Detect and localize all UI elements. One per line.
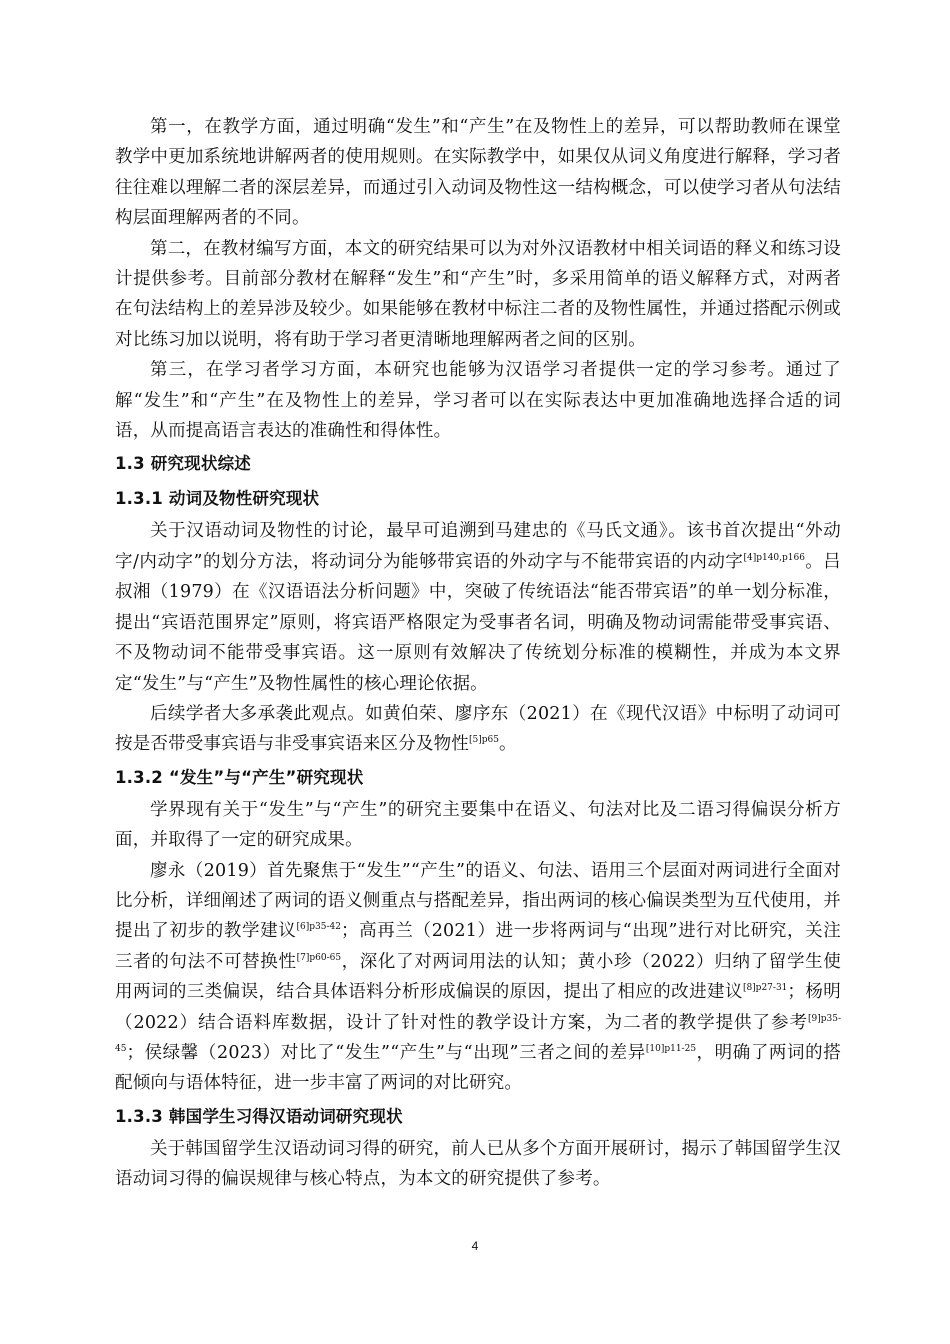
citation-ref: [7]p60-65: [296, 952, 342, 963]
citation-ref: [10]p11-25: [645, 1043, 697, 1054]
text-run: ，深化了对两词用法的认知；黄小珍（2022）归纳了留学生使用两词的三类偏误，结合具体语料分析形成偏误的原因，提出了相应的改进建议: [115, 951, 841, 1003]
text-run: 关于汉语动词及物性的讨论，最早可追溯到马建忠的《马氏文通》。该书首次提出“外动字/内动字”的划分方法，将动词分为能够带宾语的外动字与不能带宾语的内动字: [115, 521, 841, 572]
text-run: ，明确了两词的搭配倾向与语体特征，进一步丰富了两词的对比研究。: [115, 1042, 841, 1094]
paragraph-transitivity-history: [115, 516, 841, 698]
text-run: 后续学者大多承袭此观点。如黄伯荣、廖序东（2021）在《现代汉语》中标明了动词可按是否带受事宾语与非受事宾语来区分及物性: [115, 703, 841, 755]
text-run: ；侯绿馨（2023）对比了“发生”“产生”与“出现”三者之间的差异: [126, 1042, 646, 1063]
document-body: [115, 112, 841, 1195]
citation-ref: [5]p65: [469, 735, 499, 746]
citation-ref: [4]p140,p166: [743, 552, 805, 563]
text-run: 。吕叔湘（1979）在《汉语语法分析问题》中，突破了传统语法“能否带宾语”的单一划分标准，提出“宾语范围界定”原则，将宾语严格限定为受事者名词，明确及物动词需能带受事宾语、不及物动词不能带受事宾语。这一原则有效解决了传统划分标准的模糊性，并成为本文界定“发生”与“产生”及物性属性的核心理论依据。: [115, 551, 841, 694]
section-heading-1-3-2: 1.3.2 “发生”与“产生”研究现状: [115, 767, 364, 787]
paragraph-korean-learners: 关于韩国留学生汉语动词习得的研究，前人已从多个方面开展研讨，揭示了韩国留学生汉语动词习得的偏误规律与核心特点，为本文的研究提供了参考。: [115, 1138, 841, 1190]
text-run: 。: [498, 734, 517, 755]
citation-ref: [6]p35-42: [296, 922, 341, 933]
section-heading-1-3: 1.3 研究现状综述: [115, 454, 251, 474]
citation-ref: [8]p27-31: [742, 983, 788, 994]
text-run: 廖永（2019）首先聚焦于“发生”“产生”的语义、句法、语用三个层面对两词进行全面对比分析，详细阐述了两词的语义侧重点与搭配差异，指出两词的核心偏误类型为互代使用，并提出了初步的教学建议: [115, 860, 841, 942]
paragraph-learner: 第三，在学习者学习方面，本研究也能够为汉语学习者提供一定的学习参考。通过了解“发生”和“产生”在及物性上的差异，学习者可以在实际表达中更加准确地选择合适的词语，从而提高语言表达的准确性和得体性。: [115, 360, 841, 442]
paragraph-teaching: 第一，在教学方面，通过明确“发生”和“产生”在及物性上的差异，可以帮助教师在课堂教学中更加系统地讲解两者的使用规则。在实际教学中，如果仅从词义角度进行解释，学习者往往难以理解二者的深层差异，而通过引入动词及物性这一结构概念，可以使学习者从句法结构层面理解两者的不同。: [115, 117, 841, 229]
paragraph-later-scholars: [115, 699, 841, 760]
text-run: ；杨明（2022）结合语料库数据，设计了针对性的教学设计方案，为二者的教学提供了参考: [115, 982, 841, 1033]
page-number: 4: [471, 1239, 479, 1253]
section-heading-1-3-1: 1.3.1 动词及物性研究现状: [115, 489, 320, 509]
section-heading-1-3-3: 1.3.3 韩国学生习得汉语动词研究现状: [115, 1106, 403, 1126]
paragraph-textbook: 第二，在教材编写方面，本文的研究结果可以为对外汉语教材中相关词语的释义和练习设计提供参考。目前部分教材在解释“发生”和“产生”时，多采用简单的语义解释方式，对两者在句法结构上的差异涉及较少。如果能够在教材中标注二者的及物性属性，并通过搭配示例或对比练习加以说明，将有助于学习者更清晰地理解两者之间的区别。: [115, 238, 841, 350]
citation-ref: [9]p35-45: [115, 1013, 841, 1054]
paragraph-literature-review: [115, 856, 841, 1099]
text-run: ；高再兰（2021）进一步将两词与“出现”进行对比研究，关注三者的句法不可替换性: [115, 921, 842, 972]
paragraph-research-overview: 学界现有关于“发生”与“产生”的研究主要集中在语义、句法对比及二语习得偏误分析方面，并取得了一定的研究成果。: [115, 799, 841, 851]
